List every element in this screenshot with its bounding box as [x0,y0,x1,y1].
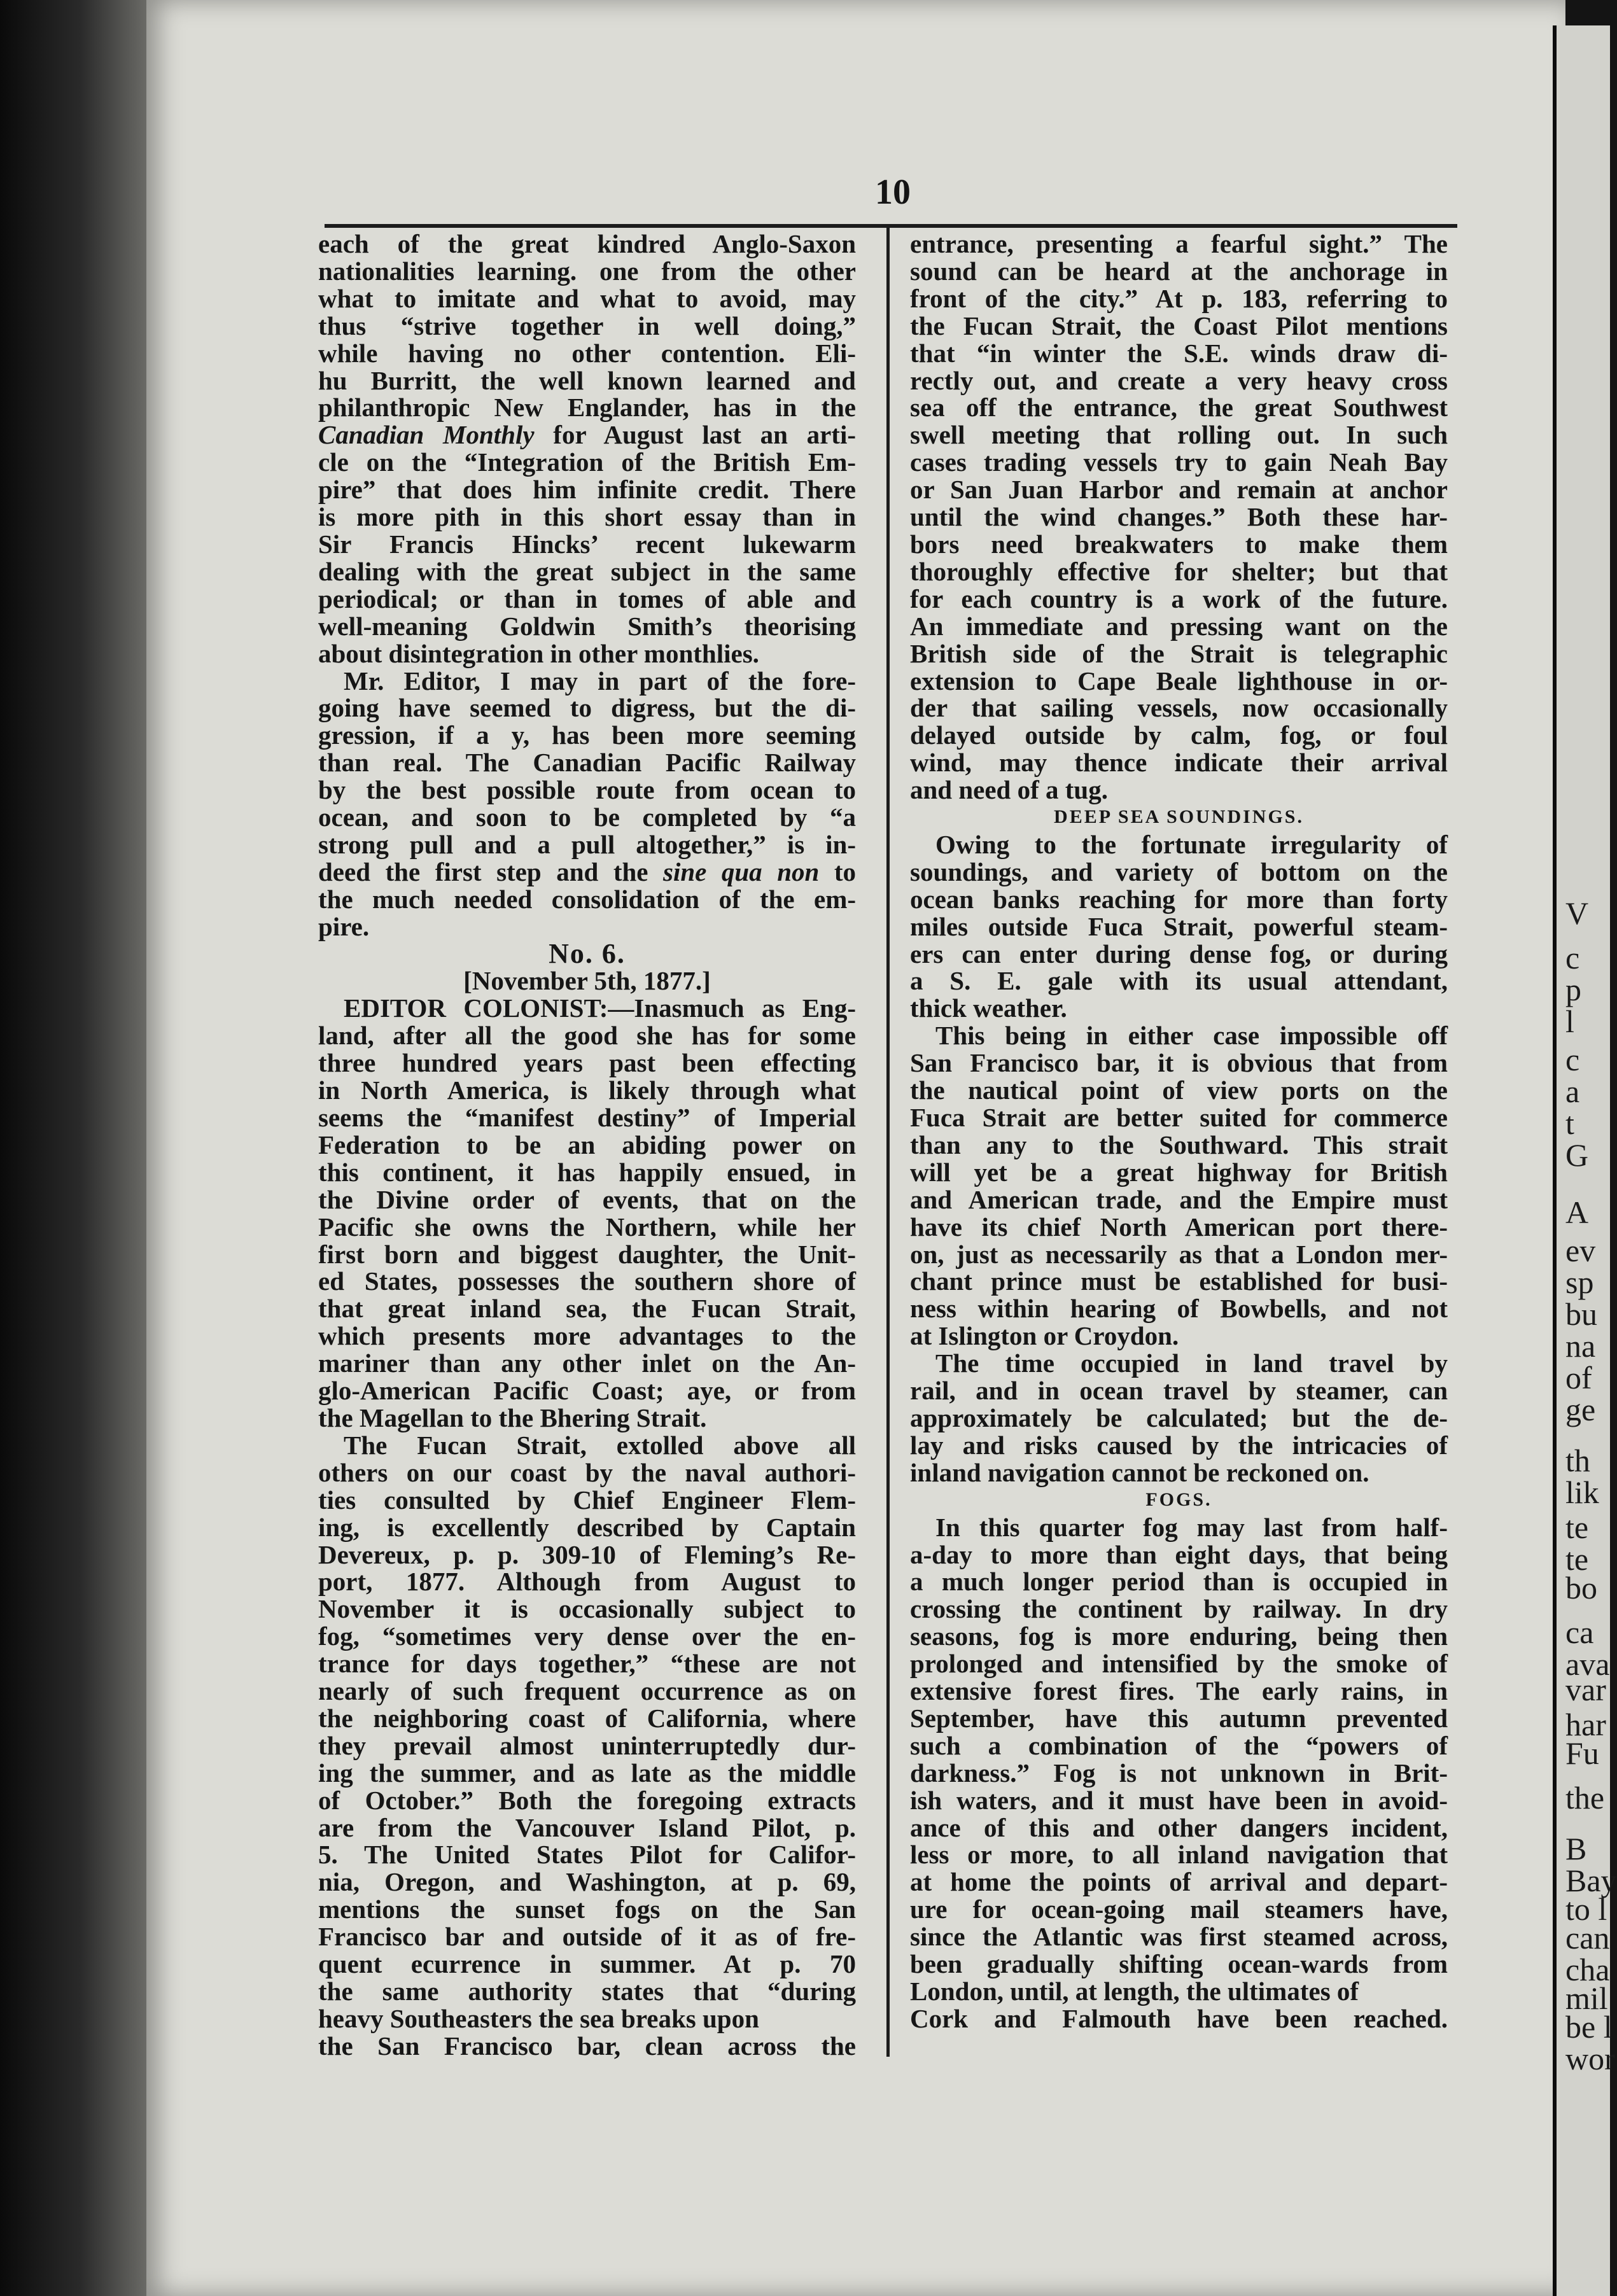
text-line: a-day to more than eight days, that being [910,1539,1448,1569]
text-line: rail, and in ocean travel by steamer, can [910,1376,1448,1406]
dateline: [November 5th, 1877.] [463,966,711,996]
text-line: land, after all the good she has for some [318,1021,856,1051]
text-line: front of the city.” At p. 183, referring to [910,283,1448,313]
text-line: pire. [318,911,370,941]
text-line: ers can enter during dense fog, or during [910,939,1448,969]
text-line: crossing the continent by railway. In dry [910,1594,1448,1624]
text-line: Francisco bar and outside of it as of fre- [318,1922,856,1952]
text-line: ties consulted by Chief Engineer Flem- [318,1485,856,1515]
text-line: they prevail almost uninterruptedly dur- [318,1730,856,1760]
text-line: lay and risks caused by the intricacies of [910,1430,1448,1460]
text-line: glo-American Pacific Coast; aye, or from [318,1376,856,1406]
text-line: swell meeting that rolling out. In such [910,420,1448,450]
adjacent-page-text: lik [1565,1474,1599,1510]
text-line: until the wind changes.” Both these har- [910,502,1448,532]
text-line: British side of the Strait is telegraphic [910,638,1448,668]
page-number: 10 [875,172,911,212]
text-line: are from the Vancouver Island Pilot, p. [318,1812,856,1842]
text-line: Federation to be an abiding power on [318,1130,856,1159]
text-line: will yet be a great highway for British [910,1157,1448,1187]
text-line: periodical; or than in tomes of able and [318,584,856,613]
text-line: the Fucan Strait, the Coast Pilot mentions [910,311,1448,340]
text-line: Mr. Editor, I may in part of the fore- [344,666,856,696]
adjacent-page-text: te [1565,1541,1589,1577]
text-line: thick weather. [910,993,1067,1023]
text-line: while having no other contention. Eli- [318,338,856,368]
text-line: than any to the Southward. This strait [910,1130,1448,1159]
header-rule [325,224,1457,228]
text-line: Cork and Falmouth have been reached. [910,2003,1448,2033]
text-line: prolonged and intensified by the smoke of [910,1649,1448,1679]
text-line: is more pith in this short essay than in [318,502,856,532]
text-line: Fuca Strait are better suited for commerce [910,1103,1448,1132]
text-line: seasons, fog is more enduring, being then [910,1621,1448,1651]
text-line: the Divine order of events, that on the [318,1184,856,1214]
text-line: than real. The Canadian Pacific Railway [318,748,856,778]
text-line: London, until, at length, the ultimates of [910,1977,1359,2006]
text-line: the same authority states that “during [318,1977,856,2006]
adjacent-page-text: V [1565,895,1589,931]
text-line: what to imitate and what to avoid, may [318,283,856,313]
text-line: well-meaning Goldwin Smith’s theorising [318,611,856,641]
text-line: of October.” Both the foregoing extracts [318,1785,856,1815]
text-line: September, have this autumn prevented [910,1703,1448,1733]
adjacent-page-text: ca [1565,1614,1594,1650]
text-line: each of the great kindred Anglo-Saxon [318,229,856,258]
text-line: strong pull and a pull altogether,” is in- [318,829,856,859]
adjacent-page-text: p [1565,972,1581,1007]
text-line: cle on the “Integration of the British Em- [318,447,856,477]
text-line: at Islington or Croydon. [910,1321,1179,1351]
adjacent-page-text: c [1565,1042,1580,1077]
text-line: Sir Francis Hincks’ recent lukewarm [318,529,856,559]
text-line: three hundred years past been effecting [318,1048,856,1078]
text-line: inland navigation cannot be reckoned on. [910,1457,1369,1487]
adjacent-page-text: wor [1565,2041,1615,2076]
text-line: Owing to the fortunate irregularity of [935,829,1448,859]
adjacent-page-text: har [1565,1707,1606,1742]
adjacent-page-text: bo [1565,1570,1597,1606]
text-line: ance of this and other dangers incident, [910,1812,1448,1842]
text-line: ish waters, and it must have been in avoid- [910,1785,1448,1815]
text-line: nationalities learning. one from the other [318,256,856,286]
text-line: This being in either case impossible off [935,1021,1448,1051]
adjacent-page-text: a [1565,1074,1580,1109]
adjacent-page-text: G [1565,1137,1589,1173]
text-line: delayed outside by calm, fog, or foul [910,720,1448,750]
section-heading: FOGS. [1145,1488,1212,1510]
text-line: in North America, is likely through what [318,1075,856,1105]
text-line: darkness.” Fog is not unknown in Brit- [910,1758,1448,1788]
text-line: the neighboring coast of California, where [318,1703,856,1733]
text-line: or San Juan Harbor and remain at anchor [910,475,1448,505]
adjacent-page-text: t [1565,1105,1574,1141]
text-line: bors need breakwaters to make them [910,529,1448,559]
text-line: ed States, possesses the southern shore of [318,1266,856,1296]
text-line: have its chief North American port there- [910,1212,1448,1242]
text-line: mariner than any other inlet on the An- [318,1348,856,1378]
text-line: and American trade, and the Empire must [910,1184,1448,1214]
adjacent-page-text: Fu [1565,1735,1599,1771]
text-line: ing, is excellently described by Captain [318,1512,856,1542]
text-line: a much longer period than is occupied in [910,1567,1448,1597]
text-line: approximately be calculated; but the de- [910,1403,1448,1432]
text-line: Canadian Monthly for August last an arti- [318,420,856,450]
text-line: EDITOR COLONIST:—Inasmuch as Eng- [344,993,856,1023]
text-line: November it is occasionally subject to [318,1594,856,1624]
text-line: about disintegration in other monthlies. [318,638,759,668]
adjacent-page-text: be l [1565,2009,1613,2045]
text-line: dealing with the great subject in the same [318,556,856,586]
adjacent-page-text: ge [1565,1392,1596,1427]
right-column [910,230,1448,2033]
text-line: at home the points of arrival and depart- [910,1867,1448,1897]
text-line: ure for ocean-going mail steamers have, [910,1894,1448,1924]
section-heading: DEEP SEA SOUNDINGS. [1054,806,1304,828]
text-line: the San Francisco bar, clean across the [318,2031,856,2061]
text-line: gression, if a y, has been more seeming [318,720,856,750]
text-line: since the Atlantic was first steamed across, [910,1922,1448,1952]
adjacent-page-text: B [1565,1831,1587,1866]
text-line: The Fucan Strait, extolled above all [344,1430,856,1460]
text-line: the much needed consolidation of the em- [318,884,856,914]
text-line: entrance, presenting a fearful sight.” The [910,229,1448,258]
adjacent-page-text: can [1565,1920,1610,1956]
text-line: trance for days together,” “these are not [318,1649,856,1679]
section-heading: No. 6. [549,937,626,969]
text-line: rectly out, and create a very heavy cross [910,365,1448,395]
text-line: 5. The United States Pilot for Califor- [318,1840,856,1870]
text-line: ocean banks reaching for more than forty [910,884,1448,914]
text-line: first born and biggest daughter, the Unit- [318,1239,856,1269]
adjacent-page-text: ava [1565,1646,1610,1682]
adjacent-page-text: A [1565,1194,1589,1230]
text-line: extensive forest fires. The early rains, in [910,1676,1448,1706]
text-line: An immediate and pressing want on the [910,611,1448,641]
text-line: by the best possible route from ocean to [318,775,856,805]
text-line: less or more, to all inland navigation that [910,1840,1448,1870]
text-line: The time occupied in land travel by [935,1348,1448,1378]
text-line: miles outside Fuca Strait, powerful steam- [910,911,1448,941]
book-binding-shadow [0,0,146,2296]
adjacent-page-text: l [1565,1004,1574,1039]
text-line: nia, Oregon, and Washington, at p. 69, [318,1867,856,1897]
adjacent-page-text: bu [1565,1296,1597,1332]
text-line: this continent, it has happily ensued, in [318,1157,856,1187]
text-line: ocean, and soon to be completed by “a [318,802,856,832]
text-line: the Magellan to the Bhering Strait. [318,1403,707,1432]
text-line: sound can be heard at the anchorage in [910,256,1448,286]
text-line: going have seemed to digress, but the di- [318,693,856,723]
text-line: a S. E. gale with its usual attendant, [910,966,1448,996]
text-line: fog, “sometimes very dense over the en- [318,1621,856,1651]
adjacent-page-text: te [1565,1509,1589,1545]
text-line: ing the summer, and as late as the middle [318,1758,856,1788]
text-line: seems the “manifest destiny” of Imperial [318,1103,856,1132]
adjacent-page-text: var [1565,1672,1606,1707]
adjacent-page-text: c [1565,940,1580,976]
text-line: others on our coast by the naval authori- [318,1457,856,1487]
adjacent-page-text: Bay [1565,1863,1617,1898]
adjacent-page-text: cha [1565,1952,1610,1987]
text-line: extension to Cape Beale lighthouse in or- [910,666,1448,696]
adjacent-page-text: ev [1565,1233,1596,1268]
text-line: soundings, and variety of bottom on the [910,857,1448,886]
text-line: mentions the sunset fogs on the San [318,1894,856,1924]
text-line: on, just as necessarily as that a London mer- [910,1239,1448,1269]
text-line: such a combination of the “powers of [910,1730,1448,1760]
text-line: pire” that does him infinite credit. There [318,475,856,505]
text-line: San Francisco bar, it is obvious that from [910,1048,1448,1078]
text-line: thus “strive together in well doing,” [318,311,856,340]
text-line: for each country is a work of the future. [910,584,1448,613]
text-line: philanthropic New Englander, has in the [318,393,856,423]
left-column [318,230,856,2060]
adjacent-page-text: of [1565,1360,1592,1396]
adjacent-page-text: to l [1565,1891,1607,1927]
text-line: Pacific she owns the Northern, while her [318,1212,856,1242]
text-line: cases trading vessels try to gain Neah Bay [910,447,1448,477]
text-line: and need of a tug. [910,775,1108,805]
text-line: In this quarter fog may last from half- [935,1512,1448,1542]
text-line: quent ecurrence in summer. At p. 70 [318,1949,856,1979]
text-line: port, 1877. Although from August to [318,1567,856,1597]
text-line: hu Burritt, the well known learned and [318,365,856,395]
adjacent-page-fragment [1553,25,1617,2296]
text-line: ness within hearing of Bowbells, and not [910,1294,1448,1324]
text-line: the nautical point of view ports on the [910,1075,1448,1105]
adjacent-page-text: sp [1565,1264,1594,1300]
text-line: der that sailing vessels, now occasionally [910,693,1448,723]
text-line: Devereux, p. p. 309-10 of Fleming’s Re- [318,1539,856,1569]
text-line: chant prince must be established for busi- [910,1266,1448,1296]
text-line: sea off the entrance, the great Southwest [910,393,1448,423]
text-line: heavy Southeasters the sea breaks upon [318,2003,759,2033]
adjacent-page-text: na [1565,1328,1596,1364]
text-line: that “in winter the S.E. winds draw di- [910,338,1448,368]
text-line: wind, may thence indicate their arrival [910,748,1448,778]
text-line: nearly of such frequent occurrence as on [318,1676,856,1706]
text-line: that great inland sea, the Fucan Strait, [318,1294,856,1324]
adjacent-page-text: mil [1565,1980,1608,2016]
text-line: which presents more advantages to the [318,1321,856,1351]
adjacent-page-text: th [1565,1443,1590,1478]
text-line: been gradually shifting ocean-wards from [910,1949,1448,1979]
adjacent-page-text: the [1565,1780,1605,1816]
column-divider [886,224,890,2057]
text-line: thoroughly effective for shelter; but that [910,556,1448,586]
text-line: deed the first step and the sine qua non to [318,857,857,886]
